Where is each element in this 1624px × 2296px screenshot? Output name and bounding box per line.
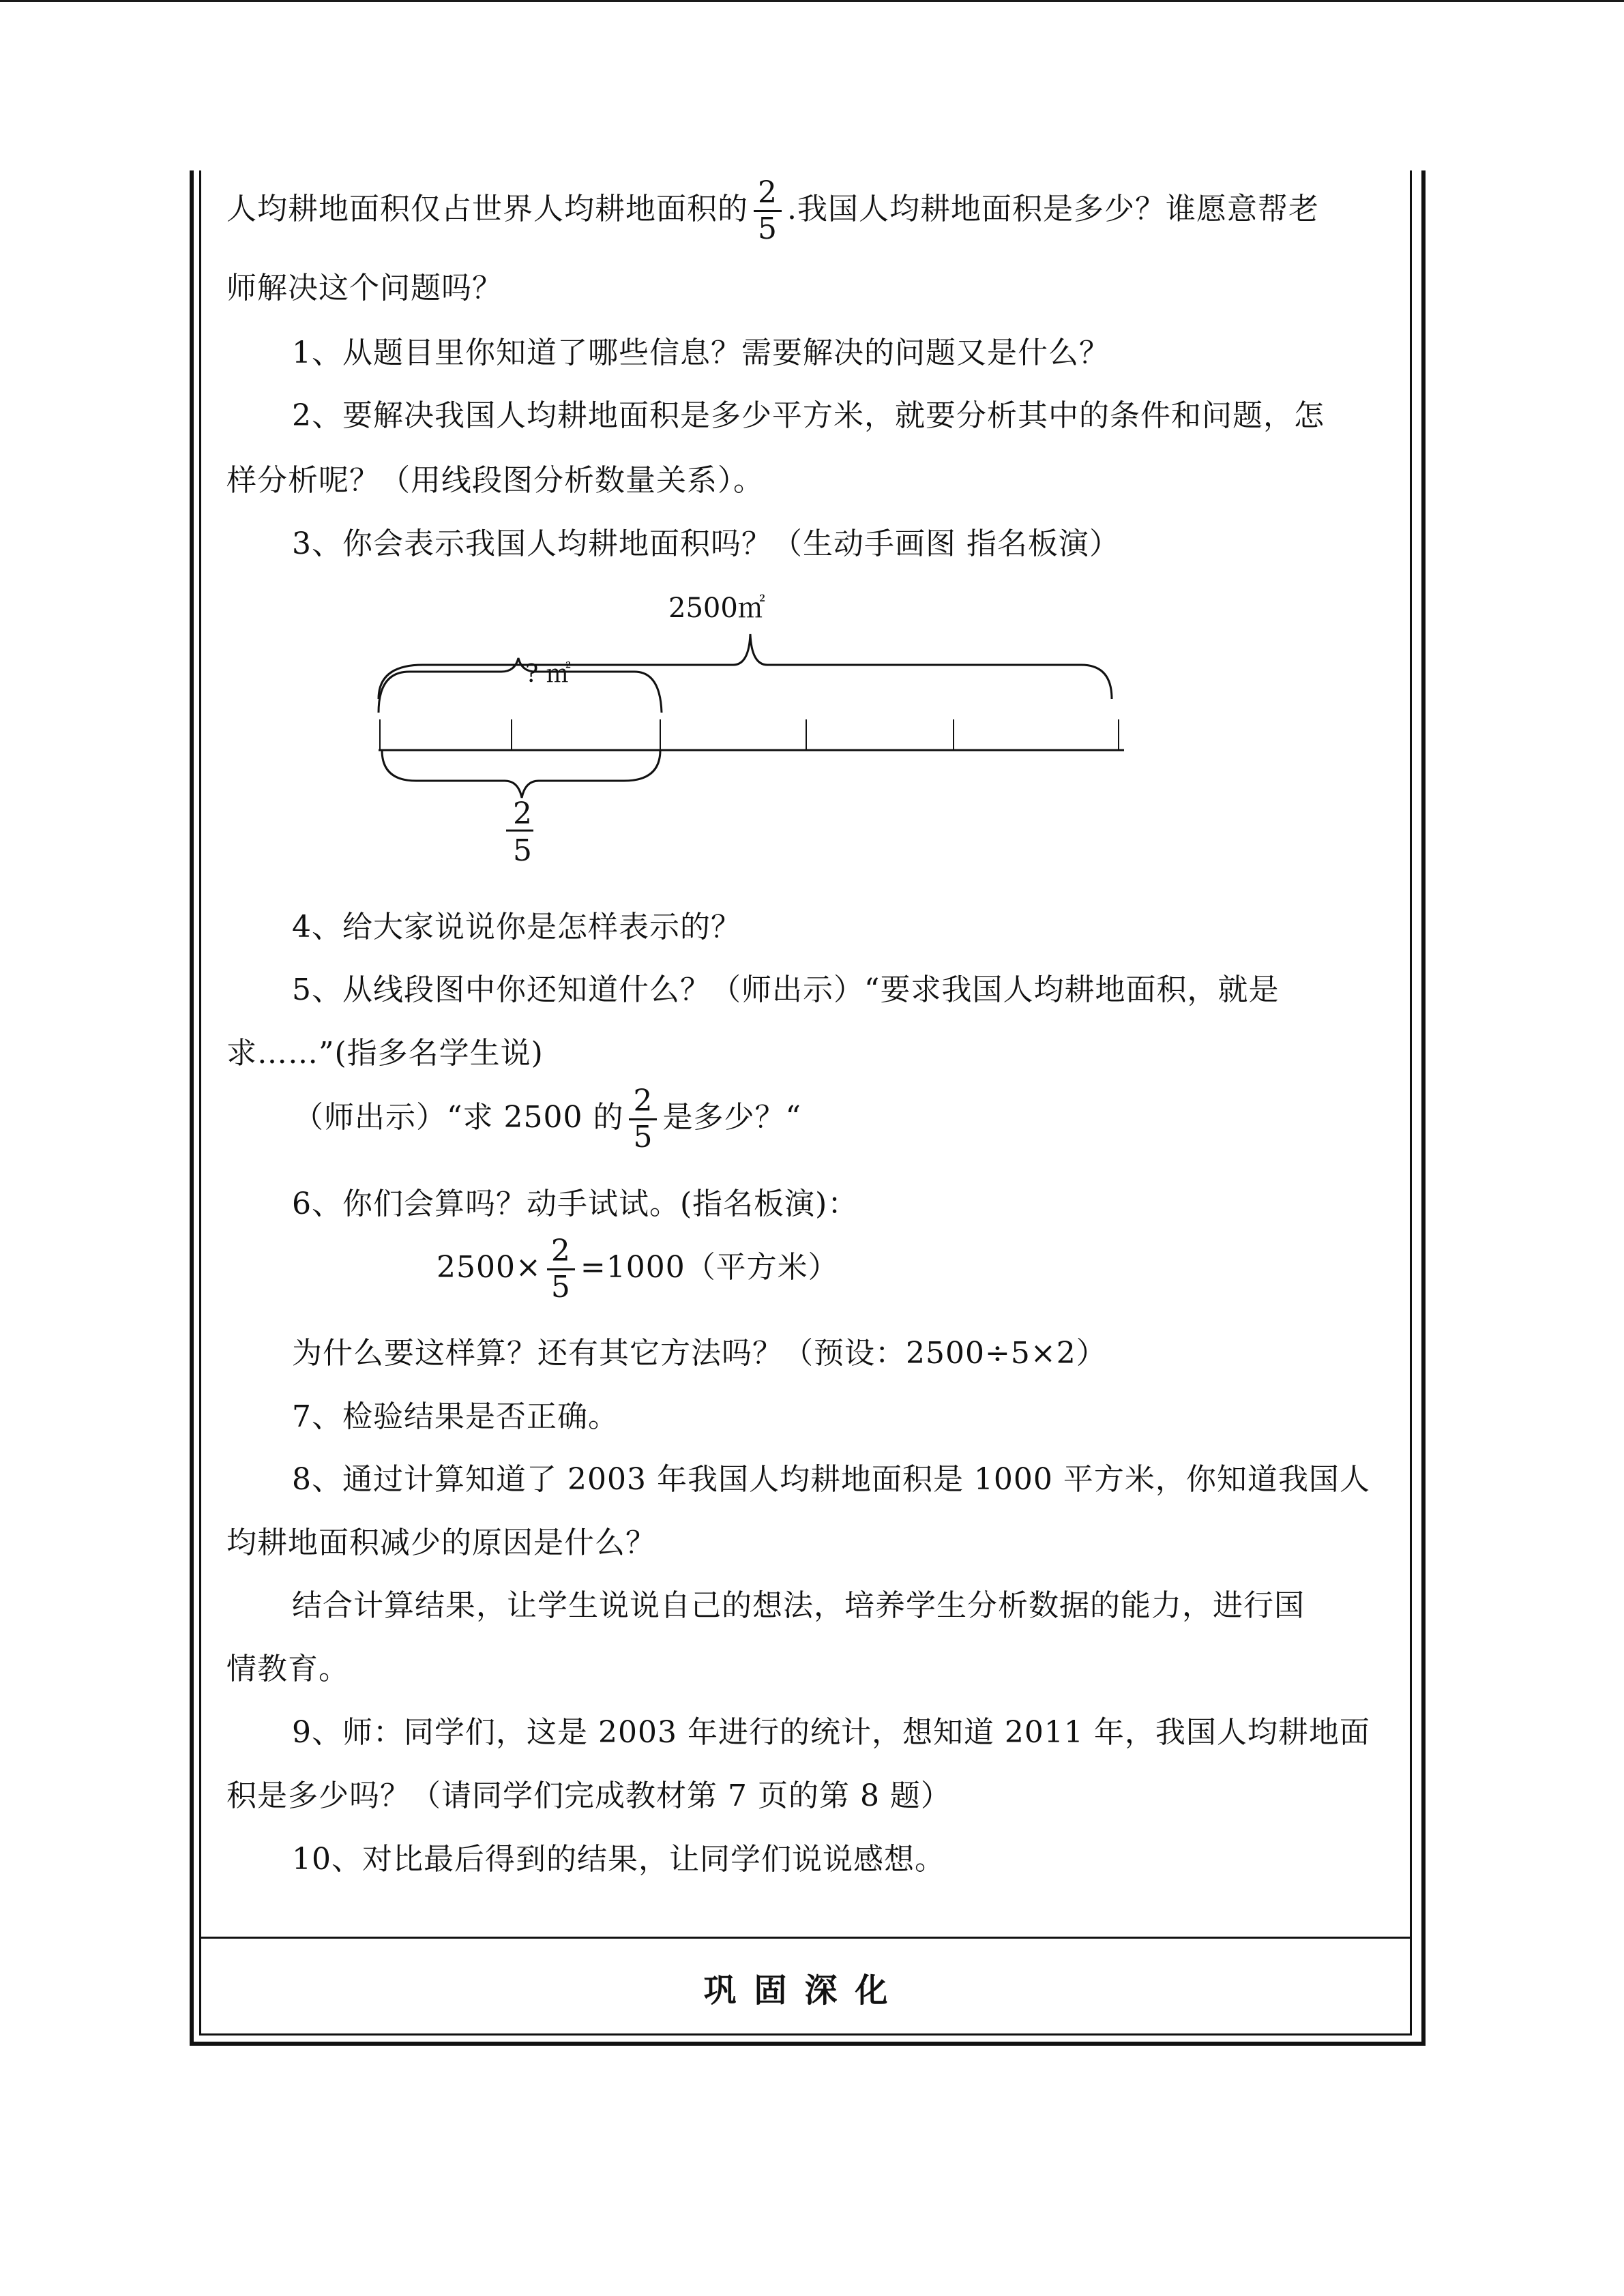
- diagram-total-label: 2500㎡: [668, 593, 765, 624]
- diagram-unknown-brace: [379, 658, 662, 713]
- question-10: 10、对比最后得到的结果，让同学们说说感想。: [292, 1842, 945, 1877]
- calculation-line: [437, 1234, 839, 1304]
- teacher-show-after: 是多少？“: [662, 1100, 801, 1135]
- teacher-show-before: （师出示）“求 2500 的: [293, 1100, 624, 1135]
- question-3: 3、你会表示我国人均耕地面积吗？（生动手画图 指名板演）: [292, 526, 1120, 561]
- combine-line-2: 情教育。: [226, 1652, 349, 1686]
- intro-line-1: [226, 176, 1319, 246]
- diagram-fraction-numerator: 2: [513, 796, 532, 831]
- question-5-line-2: 求……”(指多名学生说): [226, 1036, 544, 1071]
- fraction-denominator: 5: [550, 1270, 571, 1304]
- question-5-line-1: 5、从线段图中你还知道什么？（师出示）“要求我国人均耕地面积，就是: [292, 972, 1280, 1007]
- intro-text-before: 人均耕地面积仅占世界人均耕地面积的: [226, 192, 748, 226]
- calculation-after: =1000（平方米）: [580, 1250, 839, 1285]
- question-9-line-1: 9、师：同学们，这是 2003 年进行的统计，想知道 2011 年，我国人均耕地面: [292, 1715, 1370, 1750]
- combine-line-1: 结合计算结果，让学生说说自己的想法，培养学生分析数据的能力，进行国: [292, 1588, 1305, 1623]
- calculation-before: 2500×: [437, 1250, 542, 1285]
- section-divider: [199, 1937, 1410, 1939]
- diagram-total-brace: [379, 634, 1112, 699]
- why-question: 为什么要这样算？还有其它方法吗？（预设：2500÷5×2）: [292, 1336, 1107, 1371]
- diagram-unknown-label: ? ㎡: [525, 660, 571, 688]
- fraction-two-fifths: [754, 176, 782, 246]
- fraction-denominator: 5: [633, 1120, 653, 1154]
- teacher-show-line: [293, 1084, 801, 1154]
- section-title: 巩固深化: [703, 1971, 906, 2010]
- line-segment-diagram: [355, 573, 1173, 886]
- fraction-denominator: 5: [758, 211, 778, 246]
- page-top-rule: [0, 0, 1624, 2]
- question-9-line-2: 积是多少吗？（请同学们完成教材第 7 页的第 8 题）: [226, 1778, 951, 1813]
- fraction-numerator: 2: [629, 1084, 657, 1120]
- question-4: 4、给大家说说你是怎样表示的？: [292, 910, 741, 944]
- question-8-line-2: 均耕地面积减少的原因是什么？: [226, 1525, 656, 1560]
- fraction-numerator: 2: [547, 1234, 575, 1270]
- diagram-fraction-brace: [382, 750, 660, 798]
- intro-line-2: 师解决这个问题吗？: [226, 271, 503, 305]
- intro-text-after: .我国人均耕地面积是多少？谁愿意帮老: [787, 192, 1319, 226]
- teacher-show-fraction: [629, 1084, 657, 1154]
- question-2-line-1: 2、要解决我国人均耕地面积是多少平方米，就要分析其中的条件和问题，怎: [292, 398, 1325, 433]
- question-6: 6、你们会算吗？动手试试。(指名板演)：: [292, 1187, 859, 1221]
- fraction-numerator: 2: [754, 176, 782, 212]
- diagram-fraction-denominator: 5: [513, 833, 532, 868]
- question-8-line-1: 8、通过计算知道了 2003 年我国人均耕地面积是 1000 平方米，你知道我国人: [292, 1462, 1370, 1497]
- question-1: 1、从题目里你知道了哪些信息？需要解决的问题又是什么？: [292, 336, 1110, 370]
- question-7: 7、检验结果是否正确。: [292, 1399, 619, 1434]
- question-2-line-2: 样分析呢？（用线段图分析数量关系）。: [226, 463, 764, 498]
- calculation-fraction: [547, 1234, 575, 1304]
